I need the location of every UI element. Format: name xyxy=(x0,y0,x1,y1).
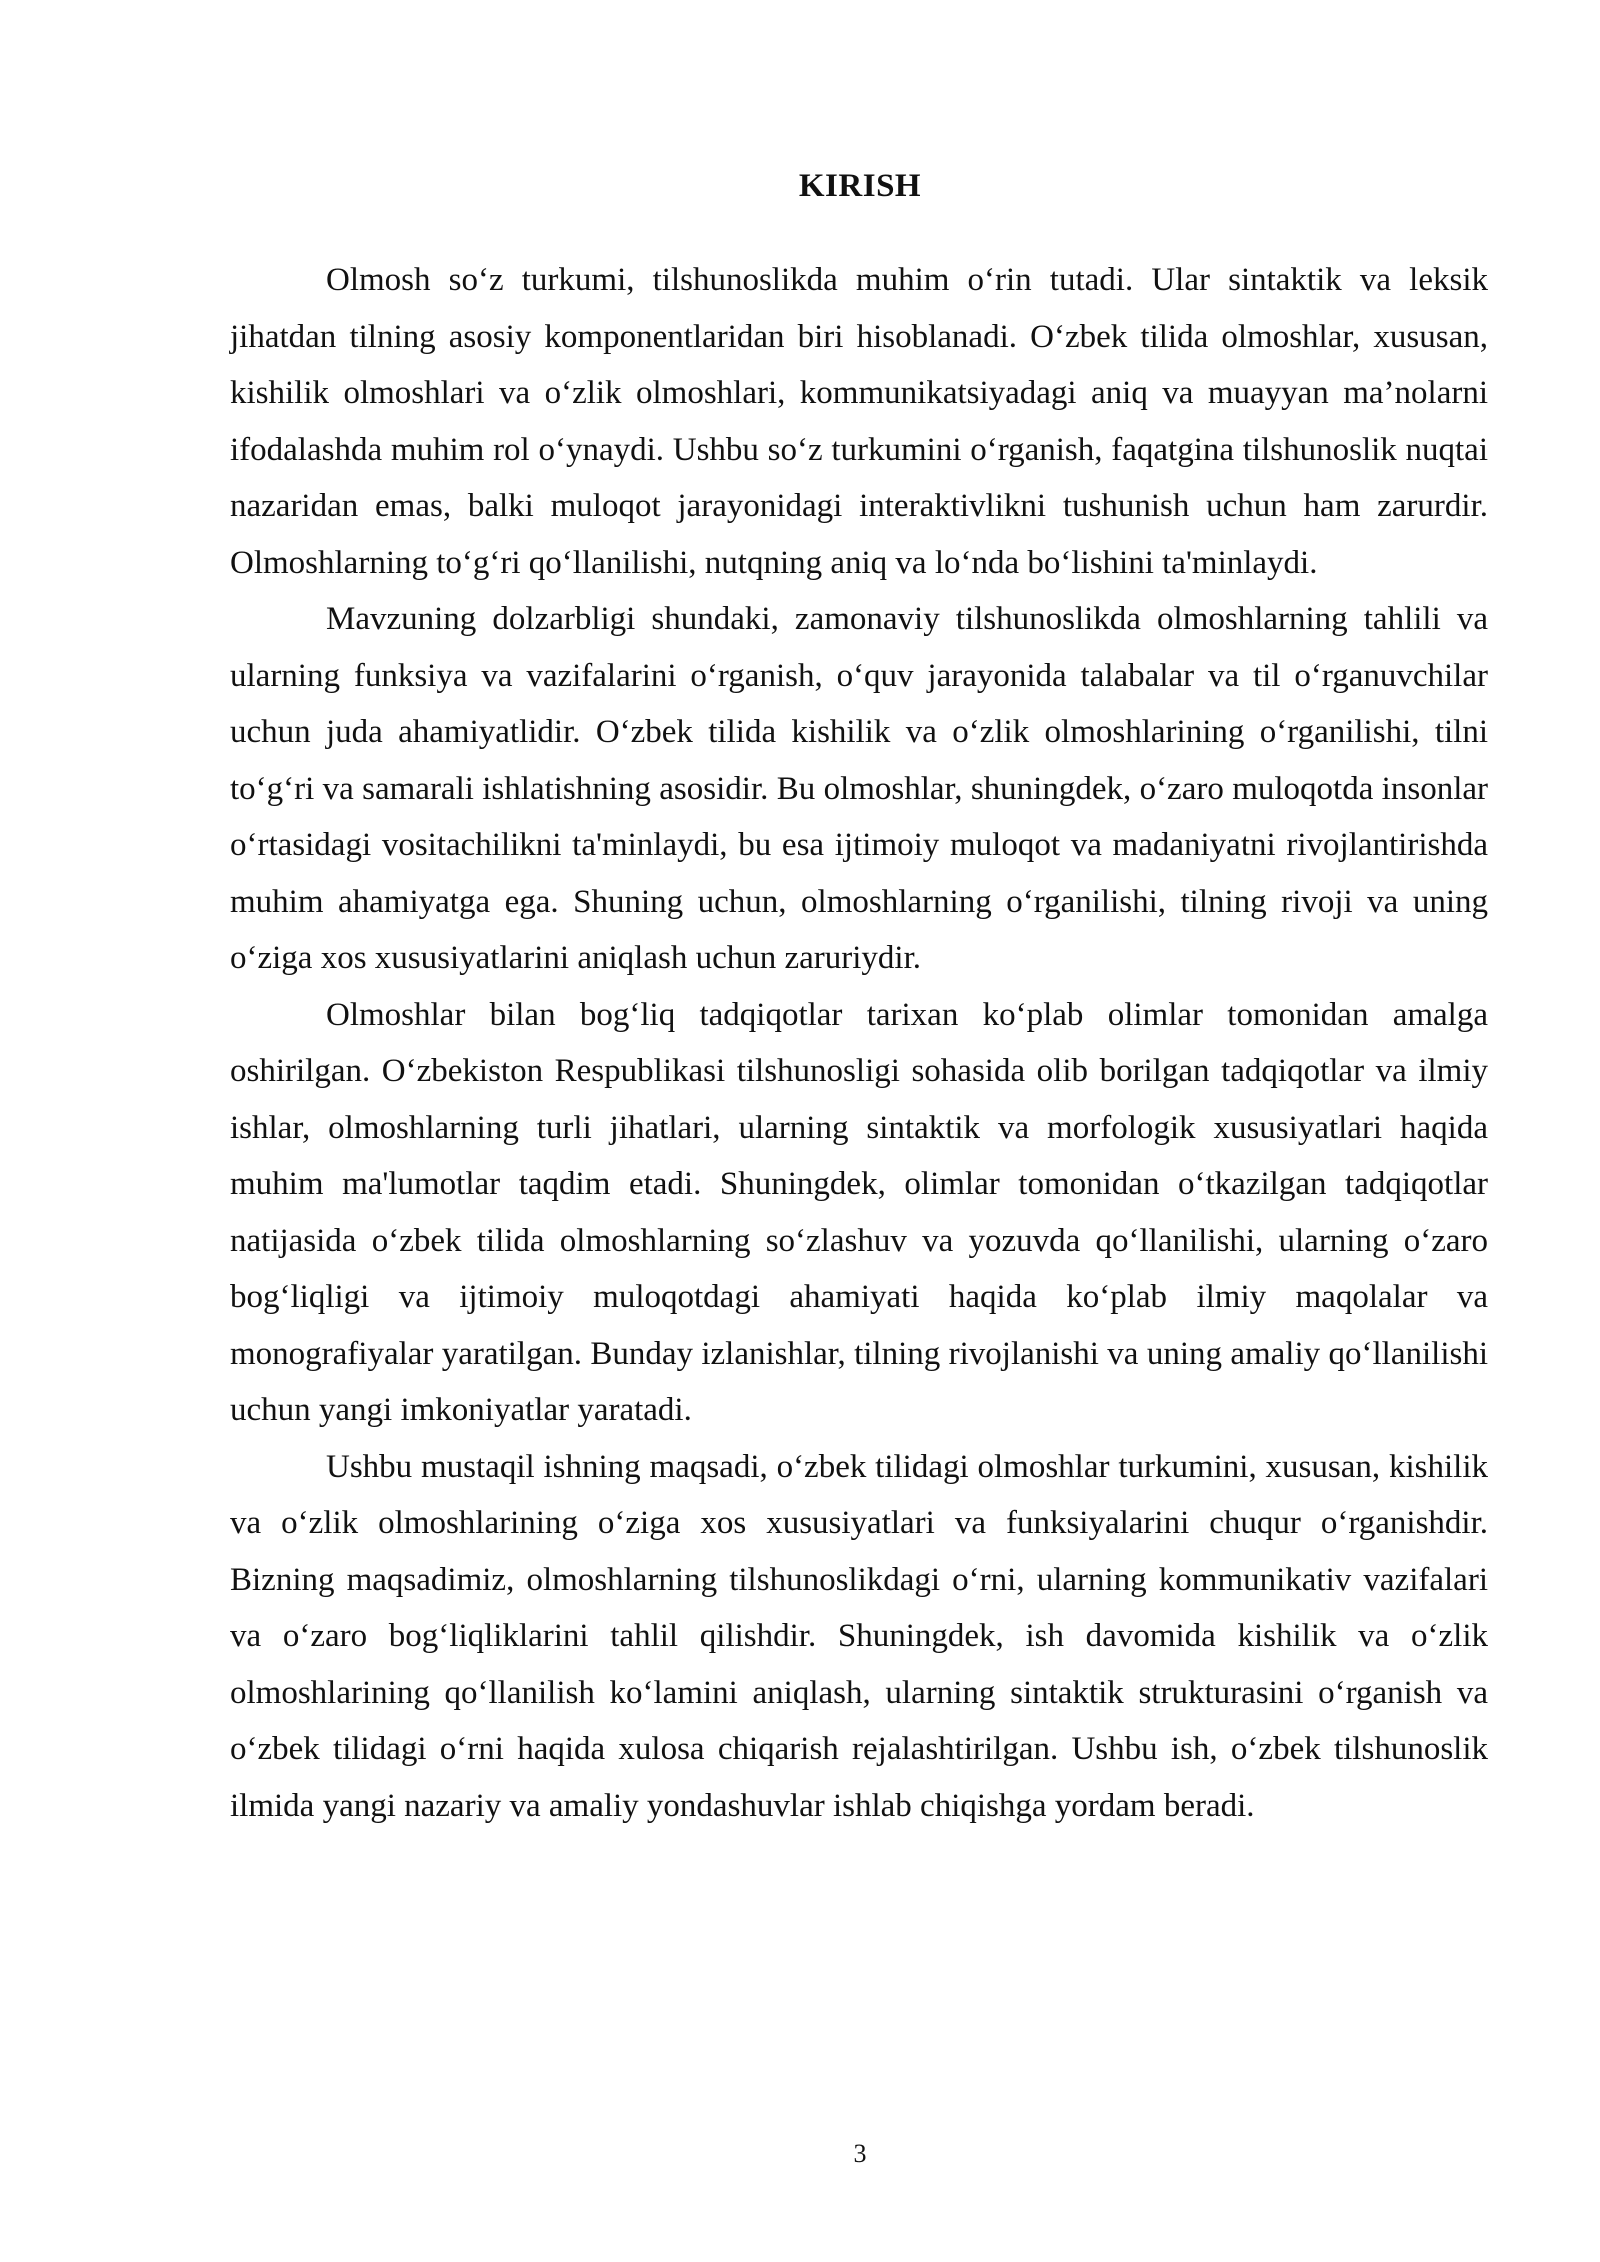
paragraph-introduction: Olmosh so‘z turkumi, tilshunoslikda muhim o‘rin tutadi. Ular sintaktik va leksik jihatdan tilning asosiy komponentlaridan biri hisoblanadi. O‘zbek tilida olmoshlar, xususan, kishilik olmoshlari va o‘zlik olmoshlari, kommunikatsiyadagi aniq va muayyan ma’nolarni ifodalashda muhim rol o‘ynaydi. Ushbu so‘z turkumini o‘rganish, faqatgina tilshunoslik nuqtai nazaridan emas, balki muloqot jarayonidagi interaktivlikni tushunish uchun ham zarurdir. Olmoshlarning to‘g‘ri qo‘llanilishi, nutqning aniq va lo‘nda bo‘lishini ta'minlaydi. xyxy=(230,262,1488,581)
paragraph-research-history: Olmoshlar bilan bog‘liq tadqiqotlar tarixan ko‘plab olimlar tomonidan amalga oshirilgan. O‘zbekiston Respublikasi tilshunosligi sohasida olib borilgan tadqiqotlar va ilmiy ishlar, olmoshlarning turli jihatlari, ularning sintaktik va morfologik xususiyatlari haqida muhim ma'lumotlar taqdim etadi. Shuningdek, olimlar tomonidan o‘tkazilgan tadqiqotlar natijasida o‘zbek tilida olmoshlarning so‘zlashuv va yozuvda qo‘llanilishi, ularning o‘zaro bog‘liqligi va ijtimoiy muloqotdagi ahamiyati haqida ko‘plab ilmiy maqolalar va monografiyalar yaratilgan. Bunday izlanishlar, tilning rivojlanishi va uning amaliy qo‘llanilishi uchun yangi imkoniyatlar yaratadi. xyxy=(230,996,1488,1428)
paragraph-relevance: Mavzuning dolzarbligi shundaki, zamonaviy tilshunoslikda olmoshlarning tahlili va ularning funksiya va vazifalarini o‘rganish, o‘quv jarayonida talabalar va til o‘rganuvchilar uchun juda ahamiyatlidir. O‘zbek tilida kishilik va o‘zlik olmoshlarining o‘rganilishi, tilni to‘g‘ri va samarali ishlatishning asosidir. Bu olmoshlar, shuningdek, o‘zaro muloqotda insonlar o‘rtasidagi vositachilikni ta'minlaydi, bu esa ijtimoiy muloqot va madaniyatni rivojlantirishda muhim ahamiyatga ega. Shuning uchun, olmoshlarning o‘rganilishi, tilning rivoji va uning o‘ziga xos xususiyatlarini aniqlash uchun zaruriydir. xyxy=(230,601,1488,976)
document-body xyxy=(230,252,1488,1834)
paragraph-aim: Ushbu mustaqil ishning maqsadi, o‘zbek tilidagi olmoshlar turkumini, xususan, kishilik va o‘zlik olmoshlarining o‘ziga xos xususiyatlari va funksiyalarini chuqur o‘rganishdir. Bizning maqsadimiz, olmoshlarning tilshunoslikdagi o‘rni, ularning kommunikativ vazifalari va o‘zaro bog‘liqliklarini tahlil qilishdir. Shuningdek, ish davomida kishilik va o‘zlik olmoshlarining qo‘llanilish ko‘lamini aniqlash, ularning sintaktik strukturasini o‘rganish va o‘zbek tilidagi o‘rni haqida xulosa chiqarish rejalashtirilgan. Ushbu ish, o‘zbek tilshunoslik ilmida yangi nazariy va amaliy yondashuvlar ishlab chiqishga yordam beradi. xyxy=(230,1448,1488,1824)
page-number: 3 xyxy=(853,2139,867,2168)
section-title: KIRISH xyxy=(798,168,922,204)
